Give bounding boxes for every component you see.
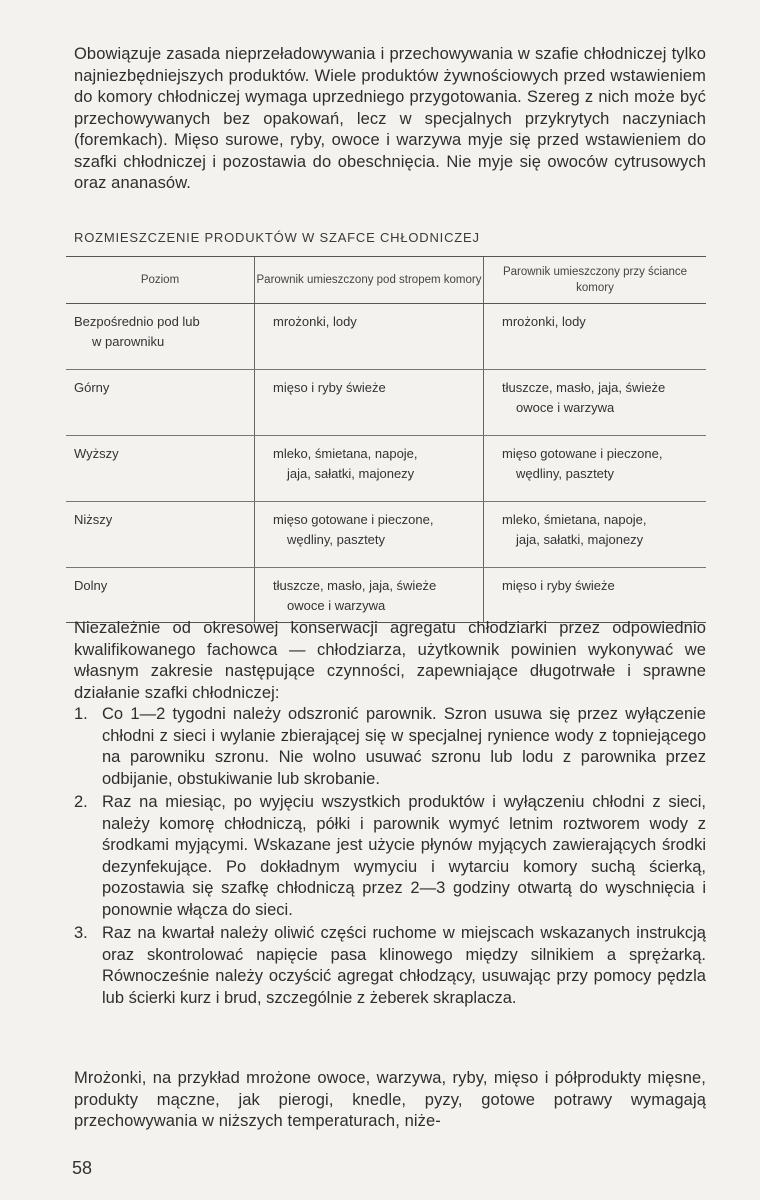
top-evaporator-cell: mięso i ryby świeże [255, 370, 484, 436]
header-top-evaporator: Parownik umieszczony pod stropem komory [255, 257, 484, 304]
maintenance-steps-list [74, 704, 706, 1011]
header-level: Poziom [66, 257, 255, 304]
step-text: Raz na miesiąc, po wyjęciu wszystkich produktów i wyłączeniu chłodni z sieci, należy komorę chłodniczą, półki i parownik wymyć letnim roztworem wody z środkami myjącymi. Wskazane jest użycie płynów myjących zawierających środki dezynfekujące. Po dokładnym wymyciu i wytarciu komory suchą ścierką, pozostawia się szafkę chłodniczą przez 2—3 godziny otwartą do wyschnięcia i ponownie włącza do sieci. [102, 793, 706, 919]
level-cell: Bezpośrednio pod lub w parowniku [66, 304, 255, 370]
wall-evaporator-cell: mięso gotowane i pieczone, wędliny, pasztety [484, 436, 707, 502]
wall-evaporator-cell: mleko, śmietana, napoje, jaja, sałatki, majonezy [484, 502, 707, 568]
table-row [66, 370, 706, 436]
list-item [74, 704, 706, 790]
level-cell: Niższy [66, 502, 255, 568]
list-item [74, 923, 706, 1009]
step-number: 3. [74, 924, 88, 942]
header-wall-evaporator: Parownik umieszczony przy ściance komory [484, 257, 707, 304]
table-row [66, 304, 706, 370]
wall-evaporator-cell: mrożonki, lody [484, 304, 707, 370]
top-evaporator-cell: mleko, śmietana, napoje, jaja, sałatki, majonezy [255, 436, 484, 502]
wall-evaporator-cell: mięso i ryby świeże [484, 568, 707, 623]
table-row [66, 568, 706, 623]
top-evaporator-cell: tłuszcze, masło, jaja, świeże owoce i warzywa [255, 568, 484, 623]
table-row [66, 436, 706, 502]
top-evaporator-cell: mrożonki, lody [255, 304, 484, 370]
level-cell: Dolny [66, 568, 255, 623]
wall-evaporator-cell: tłuszcze, masło, jaja, świeże owoce i warzywa [484, 370, 707, 436]
maintenance-paragraph: Niezależnie od okresowej konserwacji agregatu chłodziarki przez odpowiednio kwalifikowanego fachowca — chłodziarza, użytkownik powinien wykonywać we własnym zakresie następujące czynności, zapewniające długotrwałe i sprawne działanie szafki chłodniczej: [74, 619, 706, 702]
storage-table [66, 256, 706, 623]
level-cell: Górny [66, 370, 255, 436]
step-number: 2. [74, 793, 88, 811]
table-header-row [66, 257, 706, 304]
step-text: Co 1—2 tygodni należy odszronić parownik. Szron usuwa się przez wyłączenie chłodni z sieci i wylanie zbierającej się w specjalnej rynience wody z topniejącego na parowniku szronu. Nie wolno usuwać szronu lub lodu z parownika przez odbijanie, obstukiwanie lub skrobanie. [102, 705, 706, 788]
step-number: 1. [74, 705, 88, 723]
page-number: 58 [72, 1158, 93, 1178]
level-cell: Wyższy [66, 436, 255, 502]
step-text: Raz na kwartał należy oliwić części ruchome w miejscach wskazanych instrukcją oraz skontrolować napięcie pasa klinowego między silnikiem a sprężarką. Równocześnie należy oczyścić agregat chłodzący, usuwając przy pomocy pędzla lub ścierki kurz i brud, szczególnie z żeberek skraplacza. [102, 924, 706, 1007]
closing-paragraph: Mrożonki, na przykład mrożone owoce, warzywa, ryby, mięso i półprodukty mięsne, produkty mączne, jak pierogi, knedle, pyzy, gotowe potrawy wymagają przechowywania w niższych temperaturach, niże- [74, 1069, 706, 1130]
top-evaporator-cell: mięso gotowane i pieczone, wędliny, pasztety [255, 502, 484, 568]
table-row [66, 502, 706, 568]
list-item [74, 792, 706, 921]
intro-paragraph: Obowiązuje zasada nieprzeładowywania i przechowywania w szafie chłodniczej tylko najniezbędniejszych produktów. Wiele produktów żywnościowych przed wstawieniem do komory chłodniczej wymaga uprzedniego przygotowania. Szereg z nich może być przechowywanych bez opakowań, lecz w specjalnych przykrytych naczyniach (foremkach). Mięso surowe, ryby, owoce i warzywa myje się przed wstawieniem do szafki chłodniczej i pozostawia do obeschnięcia. Nie myje się owoców cytrusowych oraz ananasów. [74, 45, 706, 192]
table-title: ROZMIESZCZENIE PRODUKTÓW W SZAFCE CHŁODNICZEJ [74, 230, 480, 245]
